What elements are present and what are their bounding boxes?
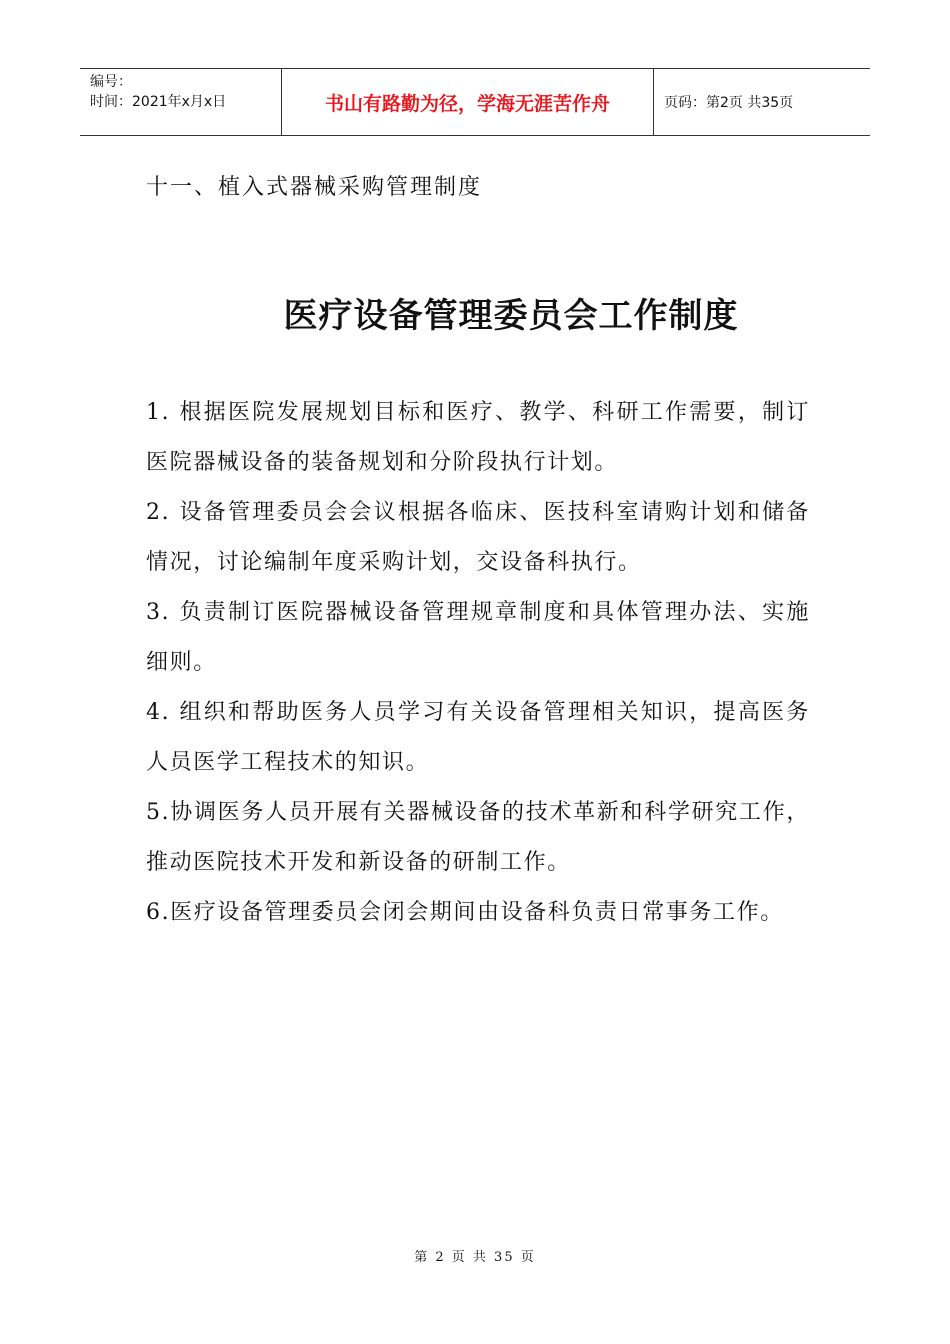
section-title: 十一、植入式器械采购管理制度 <box>146 175 483 200</box>
header-meta-cell <box>80 69 282 135</box>
page-footer: 第 2 页 共 35 页 <box>414 1250 536 1265</box>
paragraph: 4. 组织和帮助医务人员学习有关设备管理相关知识，提高医务人员医学工程技术的知识。 <box>146 700 810 775</box>
paragraph: 2. 设备管理委员会会议根据各临床、医技科室请购计划和储备情况，讨论编制年度采购计划，交设备科执行。 <box>146 500 810 575</box>
document-body <box>146 388 810 938</box>
header-page-cell <box>654 69 870 135</box>
header-motto-cell <box>282 69 654 135</box>
paragraph: 5.协调医务人员开展有关器械设备的技术革新和科学研究工作，推动医院技术开发和新设备的研制工作。 <box>146 800 810 875</box>
page-info: 页码：第2页 共35页 <box>664 95 794 111</box>
motto-text: 书山有路勤为径，学海无涯苦作舟 <box>324 92 610 115</box>
header-table <box>80 68 870 136</box>
document-title: 医疗设备管理委员会工作制度 <box>283 296 739 336</box>
paragraph: 1. 根据医院发展规划目标和医疗、教学、科研工作需要，制订医院器械设备的装备规划和分阶段执行计划。 <box>146 400 810 475</box>
paragraph: 6.医疗设备管理委员会闭会期间由设备科负责日常事务工作。 <box>146 900 784 925</box>
paragraph: 3. 负责制订医院器械设备管理规章制度和具体管理办法、实施细则。 <box>146 600 810 675</box>
number-label: 编号： <box>90 74 132 90</box>
date-line: 时间：2021年x月x日 <box>90 94 227 110</box>
